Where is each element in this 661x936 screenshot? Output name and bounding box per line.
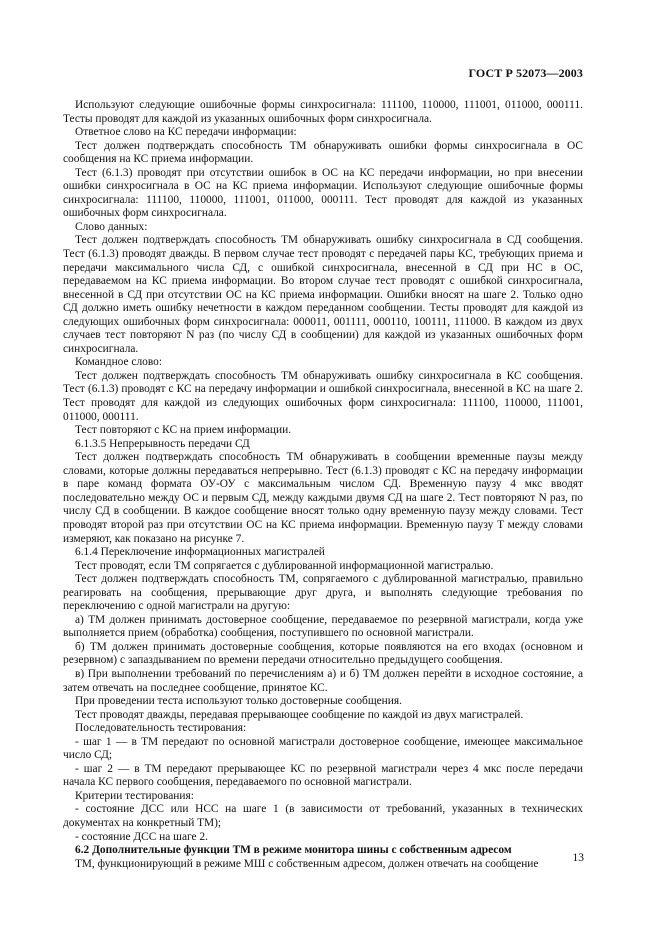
paragraph: Тест проводят, если ТМ сопрягается с дублированной информационной магистралью. <box>75 559 494 572</box>
paragraph: - состояние ДСС на шаге 2. <box>75 830 208 843</box>
document-body <box>63 99 583 871</box>
page-number: 13 <box>572 852 584 864</box>
paragraph: Тест должен подтверждать способность ТМ обнаруживать в сообщении временные паузы между словами, которые должны передаваться непрерывно. Тест (6.1.3) проводят с КС на передачу информации в паре команд формата ОУ-ОУ с максимальным числом СД. Временную паузу 4 мкс вводят последовательно между ОС и первым СД, между каждыми двумя СД на шаге 2. Тест повторяют N раз, по числу СД в сообщении. В каждое сообщение вносят только одну временную паузу между словами. Тест проводят второй раз при отсутствии ОС на КС приема информации. Временную паузу T между словами измеряют, как показано на рисунке 7. <box>63 451 583 545</box>
document-id-header: ГОСТ Р 52073—2003 <box>468 66 583 80</box>
paragraph: Тест должен подтверждать способность ТМ обнаруживать ошибку синхросигнала в СД сообщения. Тест (6.1.3) проводят дважды. В первом случае тест проводят с передачей пары КС, требующих приема и передачи максимального числа СД, с ошибкой синхросигнала, внесенной в СД при НС в ОС, передаваемом на КС приема информации. Во втором случае тест проводят с ошибкой синхросигнала, внесенной в СД при отсутствии ОС на КС приема информации. Ошибки вносят на шаге 2. Только одно СД должно иметь ошибку нечетности в каждом переданном сообщении. Тесты проводят для каждой из следующих ошибочных форм синхросигнала: 000011, 001111, 000110, 100111, 111000. В каждом из двух случаев тест повторяют N раз (по числу СД в сообщении) для каждой из указанных ошибочных форм синхросигнала. <box>63 234 583 355</box>
paragraph: 6.1.3.5 Непрерывность передачи СД <box>75 437 250 450</box>
paragraph: Тест повторяют с КС на прием информации. <box>75 424 292 437</box>
paragraph: - шаг 2 — в ТМ передают прерывающее КС по резервной магистрали через 4 мкс после передачи начала КС первого сообщения, передаваемого по основной магистрали. <box>63 762 583 789</box>
paragraph: 6.1.4 Переключение информационных магистралей <box>75 546 325 559</box>
paragraph: Используют следующие ошибочные формы синхросигнала: 111100, 110000, 111001, 011000, 000111. Тесты проводят для каждой из указанных ошибочных форм синхросигнала. <box>63 99 583 125</box>
paragraph: Ответное слово на КС передачи информации: <box>75 126 297 139</box>
paragraph: - состояние ДСС или НСС на шаге 1 (в зависимости от требований, указанных в технических документах на конкретный ТМ); <box>63 803 583 829</box>
paragraph: Тест должен подтверждать способность ТМ обнаруживать ошибку синхросигнала в КС сообщения. Тест (6.1.3) проводят с КС на передачу информации и ошибкой синхросигнала, внесенной в КС на шаге 2. Тест проводят для каждой из следующих ошибочных форм синхросигнала: 111100, 110000, 111001, 011000, 000111. <box>63 369 583 423</box>
paragraph: ТМ, функционирующий в режиме МШ с собственным адресом, должен отвечать на сообщение <box>75 857 539 870</box>
paragraph: При проведении теста используют только достоверные сообщения. <box>75 695 402 708</box>
paragraph: Командное слово: <box>75 356 163 369</box>
paragraph: Тест должен подтверждать способность ТМ обнаруживать ошибки формы синхросигнала в ОС сообщения на КС приема информации. <box>63 139 583 166</box>
section-heading: 6.2 Дополнительные функции ТМ в режиме монитора шины с собственным адресом <box>75 844 512 857</box>
paragraph: Тест проводят дважды, передавая прерывающее сообщение по каждой из двух магистралей. <box>75 708 524 721</box>
paragraph: Последовательность тестирования: <box>75 722 247 735</box>
paragraph: а) ТМ должен принимать достоверное сообщение, передаваемое по резервной магистрали, когда уже выполняется прием (обработка) сообщения, поступившего по основной магистрали. <box>63 613 583 640</box>
paragraph: в) При выполнении требований по перечислениям а) и б) ТМ должен перейти в исходное состояние, а затем отвечать на последнее сообщение, принятое КС. <box>63 667 583 694</box>
paragraph: б) ТМ должен принимать достоверные сообщения, которые появляются на его входах (основном и резервном) с запаздыванием по времени передачи относительно предыдущего сообщения. <box>63 640 583 667</box>
paragraph: Слово данных: <box>75 220 148 233</box>
paragraph: Тест (6.1.3) проводят при отсутствии ошибок в ОС на КС передачи информации, но при внесении ошибки синхросигнала в ОС на КС приема информации. Используют следующие ошибочные формы синхросигнала: 111100, 110000, 111001, 011000, 000111. Тест проводят для каждой из указанных ошибочных форм синхросигнала. <box>63 166 583 220</box>
paragraph: Тест должен подтверждать способность ТМ, сопрягаемого с дублированной магистралью, правильно реагировать на сообщения, прерывающие друг друга, и выполнять следующие требования по переключению с одной магистрали на другую: <box>63 573 583 613</box>
paragraph: - шаг 1 — в ТМ передают по основной магистрали достоверное сообщение, имеющее максимальное число СД; <box>63 735 583 762</box>
paragraph: Критерии тестирования: <box>75 789 194 802</box>
